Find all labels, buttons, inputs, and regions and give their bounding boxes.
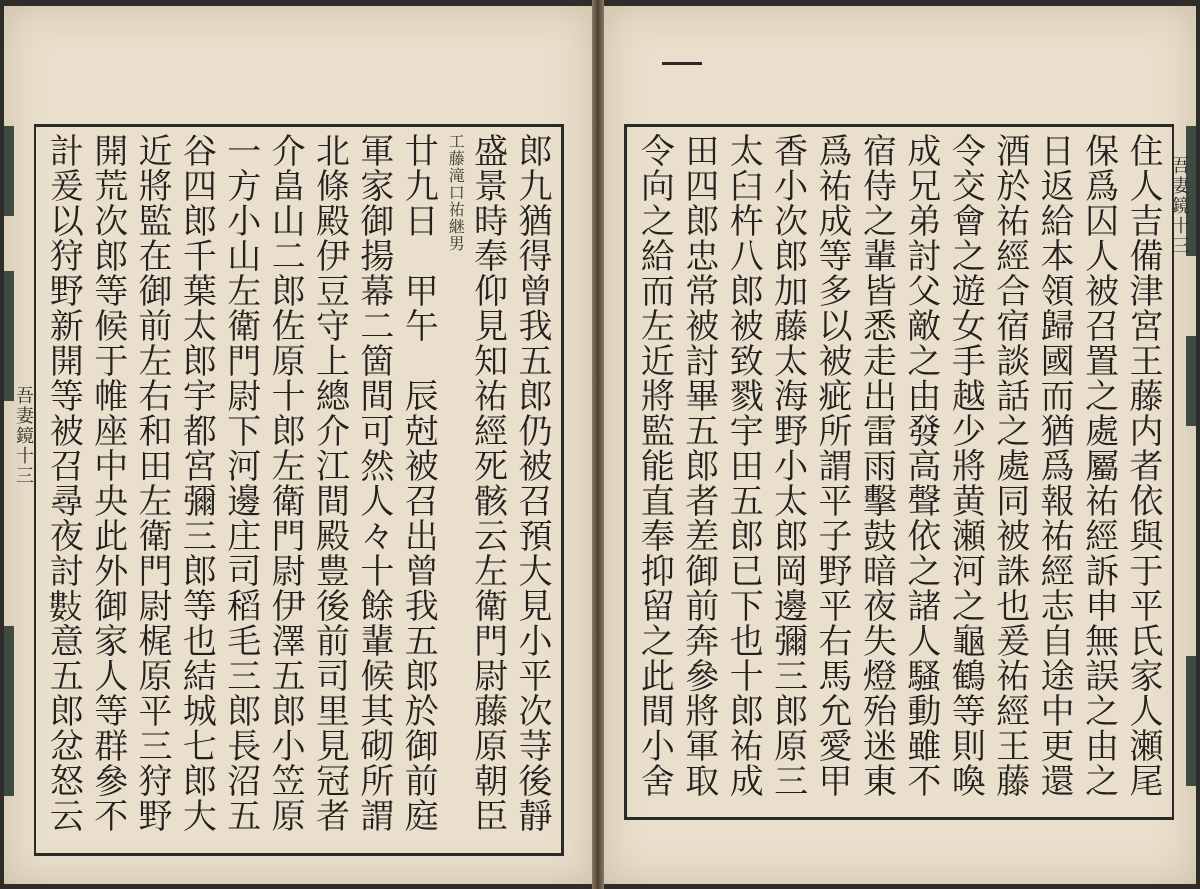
text-column: 宿侍之輩皆悉走出雷雨擊鼓暗夜失燈殆迷東 [856,133,897,798]
text-column: 一方小山左衛門尉下河邊庄司稻毛三郎長沼五 [220,133,261,833]
text-column: 開荒次郎等候于帷座中央此外御家人等群參不 [87,133,128,833]
left-text-frame [34,124,564,856]
right-page [604,6,1196,884]
text-column: 令交會之遊女手越少將黄瀬河之龜鶴等則喚 [945,133,986,798]
edge-bar [1186,336,1196,426]
text-column: 北條殿伊豆守上總介江間殿豊後前司里見冠者 [309,133,350,833]
text-column: 住人吉備津宮王藤内者依與于平氏家人瀬尾 [1123,133,1163,798]
right-text-frame [624,124,1174,820]
text-column: 令向之給而左近將監能直奉抑留之此間小舍 [634,133,675,798]
text-column: 酒於祐經合宿談話之處同被誅也爰祐經王藤 [989,133,1030,798]
book-gutter [592,0,604,889]
text-column: 太臼杵八郎被致戮宇田五郎已下也十郎祐成 [723,133,764,798]
text-column: 香小次郎加藤太海野小太郎岡邊彌三郎原三 [767,133,808,798]
left-columns [42,133,555,847]
text-column: 田四郎忠常被討畢五郎者差御前奔參將軍取 [678,133,719,798]
text-column: 爲祐成等多以被疵所謂平子野平右馬允愛甲 [812,133,853,798]
edge-bar [1186,656,1196,786]
left-edge-title: 吾妻鏡十三 [13,386,34,486]
annotation-column: 工藤滝口祐継男 [446,133,466,252]
text-column: 保爲囚人被召置之處屬祐經訴申無誤之由之 [1078,133,1119,798]
edge-bar [4,271,14,401]
text-column: 成兄弟討父敵之由發高聲依之諸人騷動雖不 [900,133,941,798]
text-column: 廿九日 甲午 辰尅被召出曾我五郎於御前庭 [398,133,439,833]
right-edge-title: 吾妻鏡十三 [1169,156,1190,256]
left-page [4,6,592,884]
edge-bar [4,126,14,216]
text-column: 介畠山二郎佐原十郎左衛門尉伊澤五郎小笠原 [265,133,306,833]
text-column: 近將監在御前左右和田左衛門尉梶原平三狩野 [132,133,173,833]
edge-bar [4,626,14,796]
text-column: 軍家御揚幕二箇間可然人々十餘輩候其砌所謂 [353,133,394,833]
text-column: 盛景時奉仰見知祐經死骸云左衛門尉藤原朝臣 [467,133,508,833]
top-mark [662,62,702,65]
text-column: 郎九猶得曾我五郎仍被召預大見小平次䒭後靜 [512,133,552,833]
text-column: 日返給本領歸國而猶爲報祐經志自途中更還 [1034,133,1075,798]
text-column: 谷四郎千葉太郎宇都宮彌三郎等也結城七郎大 [176,133,217,833]
text-column: 計爰以狩野新開等被召尋夜討𢿘意五郎忿怒云 [43,133,84,833]
right-columns [633,133,1166,811]
